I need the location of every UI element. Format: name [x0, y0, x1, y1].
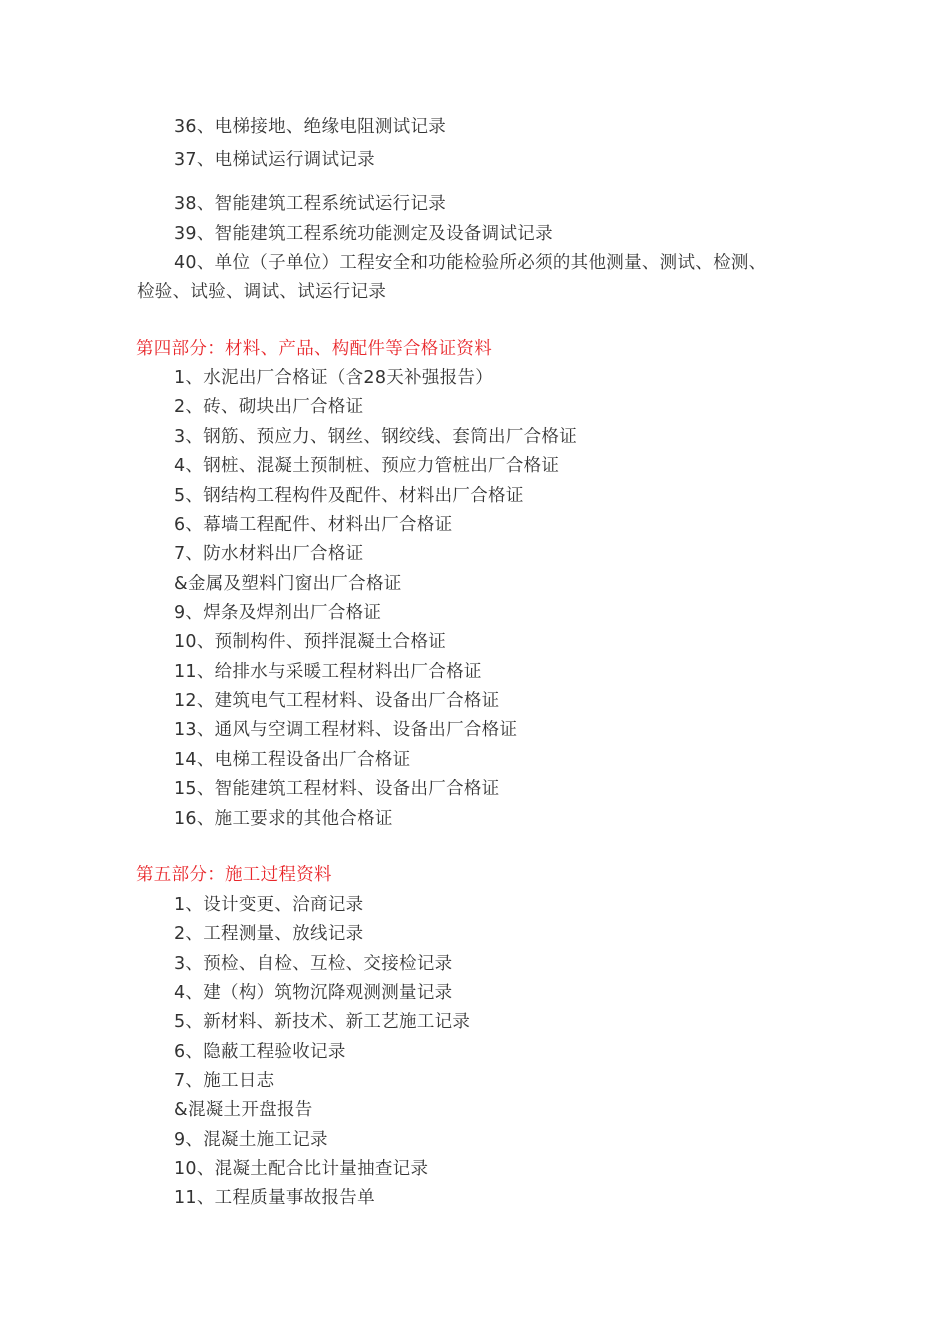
list-item: 16、施工要求的其他合格证	[174, 809, 393, 829]
list-item: 40、单位（子单位）工程安全和功能检验所必须的其他测量、测试、检测、	[174, 253, 767, 273]
list-item: 12、建筑电气工程材料、设备出厂合格证	[174, 691, 500, 711]
list-item: 5、钢结构工程构件及配件、材料出厂合格证	[174, 486, 524, 506]
section-title-part5: 第五部分：施工过程资料	[136, 865, 332, 885]
list-item: 9、焊条及焊剂出厂合格证	[174, 603, 382, 623]
list-item: 4、建（构）筑物沉降观测测量记录	[174, 983, 453, 1003]
list-item: 4、钢桩、混凝土预制桩、预应力管桩出厂合格证	[174, 456, 560, 476]
list-item: 9、混凝土施工记录	[174, 1130, 328, 1150]
list-item: 2、工程测量、放线记录	[174, 924, 364, 944]
list-item: 39、智能建筑工程系统功能测定及设备调试记录	[174, 224, 553, 244]
list-item: 11、给排水与采暖工程材料出厂合格证	[174, 662, 482, 682]
list-item: 10、预制构件、预拌混凝土合格证	[174, 632, 447, 652]
list-item: 36、电梯接地、绝缘电阻测试记录	[174, 117, 447, 137]
list-item: 37、电梯试运行调试记录	[174, 150, 375, 170]
list-item: 13、通风与空调工程材料、设备出厂合格证	[174, 720, 518, 740]
list-item: 1、设计变更、洽商记录	[174, 895, 364, 915]
list-item: 10、混凝土配合比计量抽查记录	[174, 1159, 429, 1179]
list-item: 14、电梯工程设备出厂合格证	[174, 750, 411, 770]
list-item: &混凝土开盘报告	[174, 1100, 313, 1120]
list-item: 3、钢筋、预应力、钢丝、钢绞线、套筒出厂合格证	[174, 427, 578, 447]
list-item-continuation: 检验、试验、调试、试运行记录	[137, 282, 387, 302]
list-item: 15、智能建筑工程材料、设备出厂合格证	[174, 779, 500, 799]
section-title-part4: 第四部分：材料、产品、构配件等合格证资料	[136, 339, 492, 359]
list-item: 1、水泥出厂合格证（含28天补强报告）	[174, 368, 494, 388]
list-item: 3、预检、自检、互检、交接检记录	[174, 954, 453, 974]
list-item: 38、智能建筑工程系统试运行记录	[174, 194, 447, 214]
list-item: 5、新材料、新技术、新工艺施工记录	[174, 1012, 471, 1032]
list-item: 6、隐蔽工程验收记录	[174, 1042, 346, 1062]
list-item: 11、工程质量事故报告单	[174, 1188, 375, 1208]
list-item: 2、砖、砌块出厂合格证	[174, 397, 364, 417]
list-item: 7、防水材料出厂合格证	[174, 544, 364, 564]
list-item: &金属及塑料门窗出厂合格证	[174, 574, 402, 594]
list-item: 6、幕墙工程配件、材料出厂合格证	[174, 515, 453, 535]
list-item: 7、施工日志	[174, 1071, 275, 1091]
